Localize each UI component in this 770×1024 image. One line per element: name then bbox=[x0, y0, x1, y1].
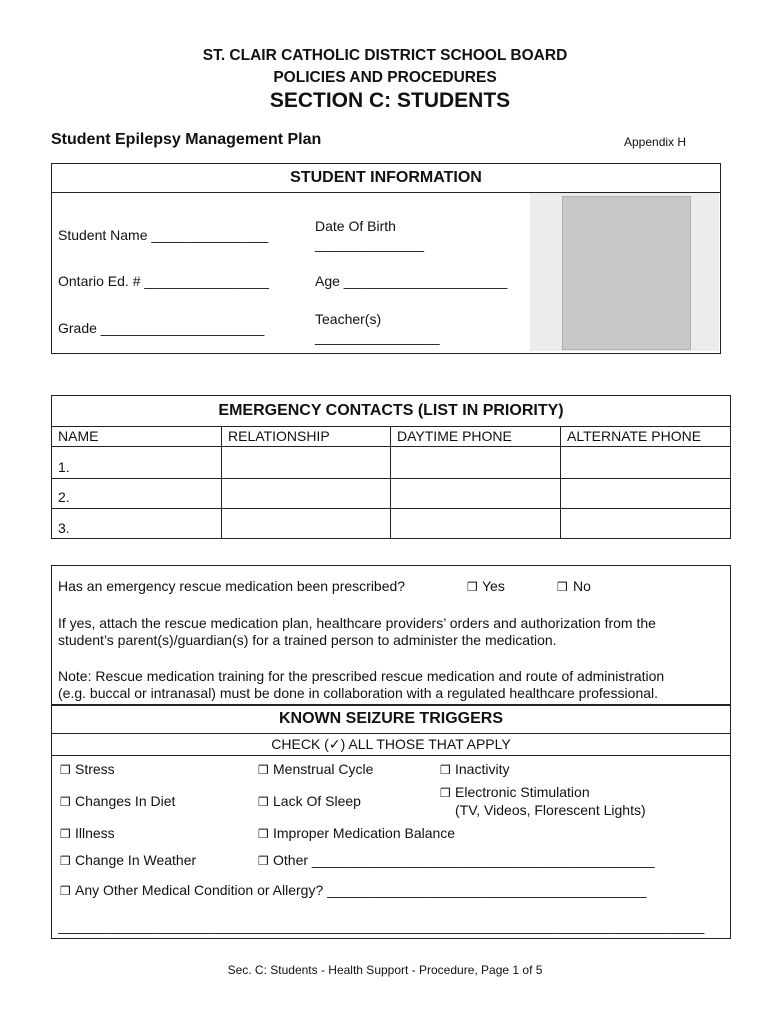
column-rule bbox=[221, 426, 222, 538]
lack-of-sleep-label: Lack Of Sleep bbox=[273, 793, 361, 809]
policies-heading: POLICIES AND PROCEDURES bbox=[273, 69, 497, 86]
changes-in-diet-checkbox[interactable]: ❒ bbox=[60, 795, 71, 809]
table-rule bbox=[52, 508, 730, 509]
inactivity-checkbox[interactable]: ❒ bbox=[440, 763, 451, 777]
table-row-number[interactable]: 3. bbox=[58, 520, 70, 536]
lack-of-sleep-checkbox[interactable]: ❒ bbox=[258, 795, 269, 809]
page-footer: Sec. C: Students - Health Support - Procedure, Page 1 of 5 bbox=[227, 963, 543, 977]
medication-balance-label: Improper Medication Balance bbox=[273, 825, 456, 841]
no-checkbox[interactable]: ❒ bbox=[557, 580, 568, 594]
table-row-number[interactable]: 2. bbox=[58, 489, 70, 505]
change-in-weather-checkbox[interactable]: ❒ bbox=[60, 854, 71, 868]
stress-checkbox[interactable]: ❒ bbox=[60, 763, 71, 777]
stress-label: Stress bbox=[75, 761, 115, 777]
rescue-note-text: (e.g. buccal or intranasal) must be done in collaboration with a regulated healthcare professional. bbox=[58, 685, 659, 701]
table-row-number[interactable]: 1. bbox=[58, 459, 70, 475]
electronic-stimulation-examples: (TV, Videos, Florescent Lights) bbox=[455, 802, 646, 818]
ontario-ed-field[interactable]: Ontario Ed. # ________________ bbox=[58, 273, 269, 289]
menstrual-cycle-checkbox[interactable]: ❒ bbox=[258, 763, 269, 777]
rescue-note-text: Note: Rescue medication training for the prescribed rescue medication and route of administration bbox=[58, 668, 665, 684]
board-name: ST. CLAIR CATHOLIC DISTRICT SCHOOL BOARD bbox=[202, 47, 568, 64]
inactivity-label: Inactivity bbox=[455, 761, 510, 777]
seizure-triggers-title: KNOWN SEIZURE TRIGGERS bbox=[278, 710, 503, 727]
student-name-field[interactable]: Student Name _______________ bbox=[58, 227, 269, 243]
trigger-instruction: CHECK (✓) ALL THOSE THAT APPLY bbox=[271, 736, 511, 752]
column-header-name: NAME bbox=[58, 428, 99, 444]
change-in-weather-label: Change In Weather bbox=[75, 852, 197, 868]
student-photo-placeholder bbox=[562, 196, 691, 350]
column-header-relationship: RELATIONSHIP bbox=[228, 428, 330, 444]
teacher-label: Teacher(s) bbox=[315, 311, 382, 327]
date-of-birth-label: Date Of Birth bbox=[315, 218, 396, 234]
section-heading: SECTION C: STUDENTS bbox=[269, 89, 511, 112]
column-header-alternate-phone: ALTERNATE PHONE bbox=[567, 428, 702, 444]
rescue-attach-text: If yes, attach the rescue medication plan, healthcare providers’ orders and authorization from the bbox=[58, 615, 656, 631]
teacher-field[interactable]: ________________ bbox=[315, 329, 440, 345]
table-rule bbox=[52, 478, 730, 479]
section-divider bbox=[52, 704, 730, 706]
plan-title: Student Epilepsy Management Plan bbox=[51, 131, 322, 148]
appendix-label: Appendix H bbox=[624, 135, 687, 149]
grade-field[interactable]: Grade _____________________ bbox=[58, 320, 265, 336]
student-info-title: STUDENT INFORMATION bbox=[290, 169, 482, 186]
column-rule bbox=[390, 426, 391, 538]
other-field[interactable]: Other ____________________________________________ bbox=[273, 852, 655, 868]
changes-in-diet-label: Changes In Diet bbox=[75, 793, 176, 809]
table-rule bbox=[52, 446, 730, 447]
other-condition-field[interactable]: Any Other Medical Condition or Allergy? _________________________________________ bbox=[75, 882, 647, 898]
emergency-contacts-title: EMERGENCY CONTACTS (LIST IN PRIORITY) bbox=[218, 402, 564, 419]
blank-line-field[interactable]: ___________________________________________________________________________________ bbox=[58, 918, 705, 934]
medication-balance-checkbox[interactable]: ❒ bbox=[258, 827, 269, 841]
table-rule bbox=[52, 426, 730, 427]
section-divider bbox=[52, 733, 730, 734]
electronic-stimulation-checkbox[interactable]: ❒ bbox=[440, 786, 451, 800]
no-label: No bbox=[573, 578, 591, 594]
menstrual-cycle-label: Menstrual Cycle bbox=[273, 761, 374, 777]
electronic-stimulation-label: Electronic Stimulation bbox=[455, 784, 590, 800]
illness-checkbox[interactable]: ❒ bbox=[60, 827, 71, 841]
yes-label: Yes bbox=[482, 578, 505, 594]
yes-checkbox[interactable]: ❒ bbox=[467, 580, 478, 594]
rescue-question: Has an emergency rescue medication been prescribed? bbox=[58, 578, 406, 594]
rescue-attach-text: student’s parent(s)/guardian(s) for a trained person to administer the medication. bbox=[58, 632, 557, 648]
section-divider bbox=[52, 755, 730, 756]
age-field[interactable]: Age _____________________ bbox=[315, 273, 508, 289]
other-condition-checkbox[interactable]: ❒ bbox=[60, 884, 71, 898]
column-rule bbox=[560, 426, 561, 538]
other-checkbox[interactable]: ❒ bbox=[258, 854, 269, 868]
date-of-birth-field[interactable]: ______________ bbox=[315, 236, 425, 252]
column-header-daytime-phone: DAYTIME PHONE bbox=[397, 428, 512, 444]
illness-label: Illness bbox=[75, 825, 115, 841]
